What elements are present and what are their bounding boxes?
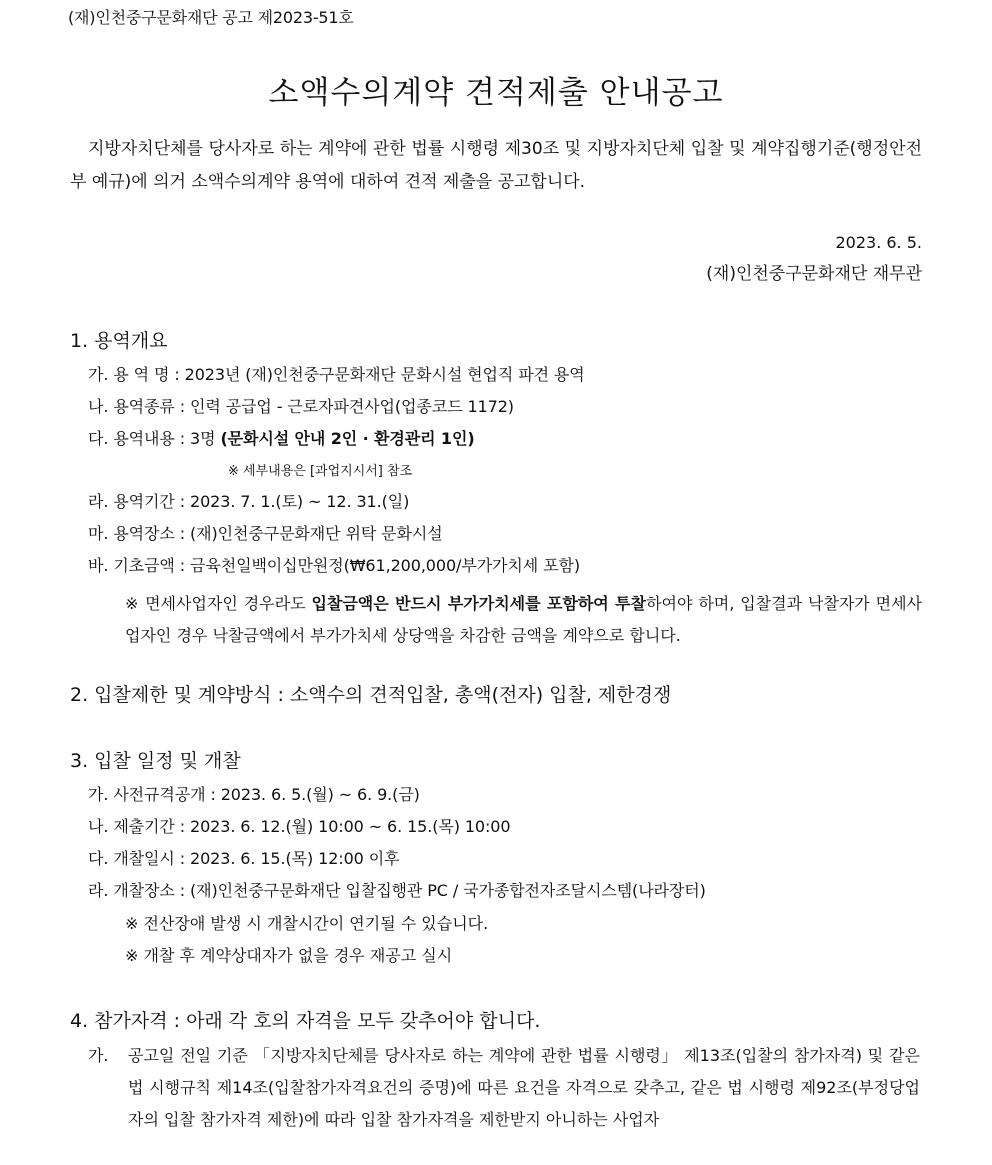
notice-date: 2023. 6. 5.: [835, 233, 922, 252]
intro-text: 지방자치단체를 당사자로 하는 계약에 관한 법률 시행령 제30조 및 지방자치단체 입찰 및 계약집행기준(행정안전부 예규)에 의거 소액수의계약 용역에 대하여 견적 제출을 공고합니다.: [70, 139, 922, 192]
page-title: 소액수의계약 견적제출 안내공고: [268, 75, 724, 111]
opening-datetime: 다. 개찰일시 : 2023. 6. 15.(목) 12:00 이후: [88, 849, 400, 868]
service-content-detail: (문화시설 안내 2인 · 환경관리 1인): [220, 429, 475, 448]
service-type: 나. 용역종류 : 인력 공급업 - 근로자파견사업(업종코드 1172): [88, 397, 514, 416]
issuer: (재)인천중구문화재단 재무관: [706, 264, 922, 284]
service-period: 라. 용역기간 : 2023. 7. 1.(토) ~ 12. 31.(일): [88, 492, 410, 511]
pre-spec-disclosure: 가. 사전규격공개 : 2023. 6. 5.(월) ~ 6. 9.(금): [88, 785, 420, 804]
section-4-heading: 4. 참가자격 : 아래 각 호의 자격을 모두 갖추어야 합니다.: [70, 1010, 541, 1032]
tax-note-emphasis: 입찰금액은 반드시 부가가치세를 포함하여 투찰: [311, 594, 647, 613]
service-name: 가. 용 역 명 : 2023년 (재)인천중구문화재단 문화시설 현업직 파견 용역: [88, 365, 585, 384]
intro-paragraph: [70, 133, 922, 199]
opening-location: 라. 개찰장소 : (재)인천중구문화재단 입찰집행관 PC / 국가종합전자조달시스템(나라장터): [88, 881, 706, 900]
service-content-label: 다. 용역내용 : 3명: [88, 429, 221, 448]
re-announcement-note: ※ 개찰 후 계약상대자가 없을 경우 재공고 실시: [125, 946, 453, 965]
submission-period: 나. 제출기간 : 2023. 6. 12.(월) 10:00 ~ 6. 15.(목) 10:00: [88, 817, 511, 836]
tax-note-prefix: ※ 면세사업자인 경우라도: [125, 594, 312, 613]
base-amount: 바. 기초금액 : 금육천일백이십만원정(₩61,200,000/부가가치세 포함): [88, 556, 580, 575]
service-location: 마. 용역장소 : (재)인천중구문화재단 위탁 문화시설: [88, 524, 443, 543]
content-sub-note: ※ 세부내용은 [과업지시서] 참조: [228, 464, 413, 479]
notice-number: (재)인천중구문화재단 공고 제2023-51호: [68, 8, 354, 27]
tax-note: [99, 588, 922, 652]
tax-note-suffix: 하여야 하며, 입찰결과 낙찰자가 면세사업자인 경우 낙찰금액에서 부가가치세 상당액을 차감한 금액을 계약으로 합니다.: [125, 594, 922, 645]
system-failure-note: ※ 전산장애 발생 시 개찰시간이 연기될 수 있습니다.: [125, 914, 489, 933]
qualification-item-label: 가.: [88, 1046, 109, 1065]
section-2-heading: 2. 입찰제한 및 계약방식 : 소액수의 견적입찰, 총액(전자) 입찰, 제한경쟁: [70, 684, 672, 706]
section-1-heading: 1. 용역개요: [70, 330, 168, 352]
section-3-heading: 3. 입찰 일정 및 개찰: [70, 750, 241, 772]
service-content: [88, 431, 475, 447]
qualification-item-text: 공고일 전일 기준 「지방자치단체를 당사자로 하는 계약에 관한 법률 시행령」 제13조(입찰의 참가자격) 및 같은 법 시행규칙 제14조(입찰참가자격요건의 증명)에 따른 요건을 자격으로 갖추고, 같은 법 시행령 제92조(부정당업자의 입찰 참가자격 제한)에 따라 입찰 참가자격을 제한받지 아니하는 사업자: [128, 1046, 920, 1129]
